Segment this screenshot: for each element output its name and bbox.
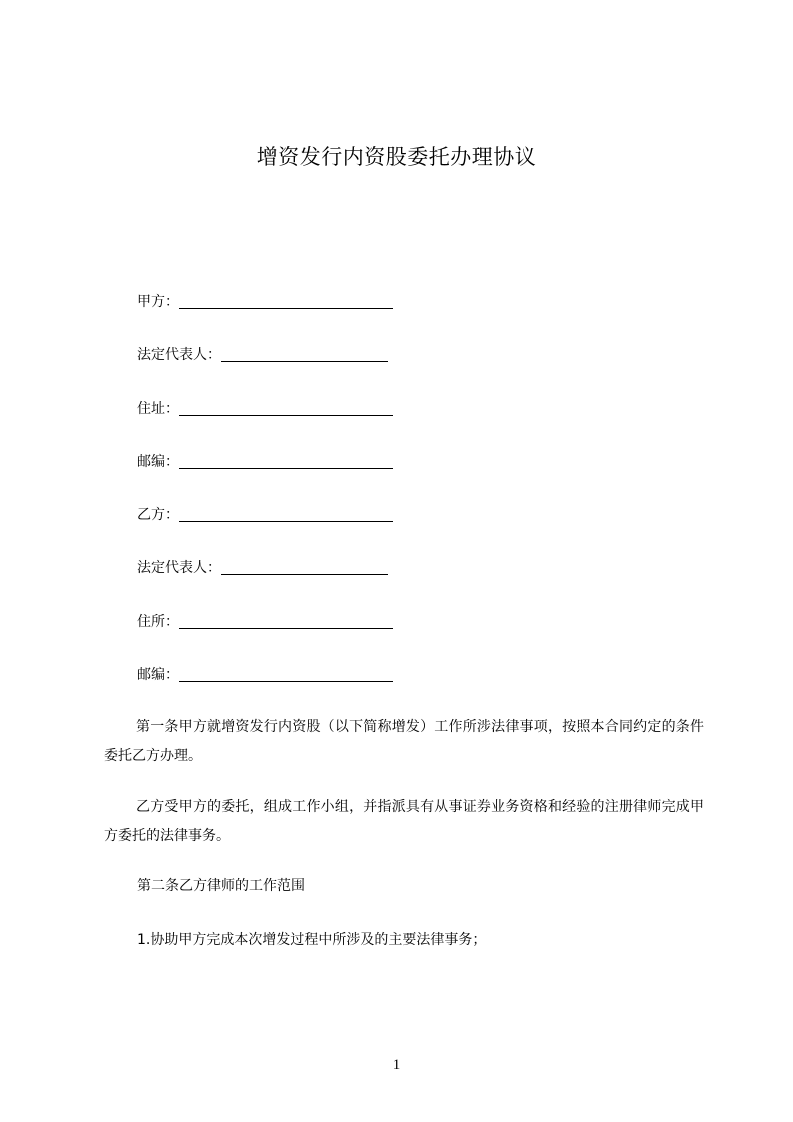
party-b-address-label: 住所： [137,614,179,630]
party-a-address-blank-line [179,401,393,416]
party-b-address-field [137,610,393,632]
document-title: 增资发行内资股委托办理协议 [256,145,537,169]
party-a-address-label: 住址： [137,401,179,417]
party-a-representative-label: 法定代表人： [137,347,221,363]
party-b-field [137,503,393,525]
party-b-blank-line [179,507,393,522]
party-b-representative-label: 法定代表人： [137,560,221,576]
party-a-field [137,290,393,312]
party-b-postcode-label: 邮编： [137,667,179,683]
party-a-postcode-blank-line [179,454,393,469]
party-a-blank-line [179,294,393,309]
party-a-postcode-field [137,450,393,472]
party-b-label: 乙方： [137,507,179,523]
article-2-heading: 第二条乙方律师的工作范围 [137,878,305,894]
party-a-representative-blank-line [221,347,388,362]
page-number: 1 [392,1057,401,1073]
party-a-representative-field [137,343,388,365]
party-a-label: 甲方： [137,294,179,310]
article-2-item-1: 1.协助甲方完成本次增发过程中所涉及的主要法律事务； [137,932,487,948]
party-b-postcode-field [137,663,393,685]
article-1-delegation-paragraph: 乙方受甲方的委托，组成工作小组，并指派具有从事证券业务资格和经验的注册律师完成甲方委托的法律事务。 [104,799,704,844]
party-b-address-blank-line [179,614,393,629]
party-b-representative-blank-line [221,560,388,575]
party-a-address-field [137,397,393,419]
party-a-postcode-label: 邮编： [137,454,179,470]
party-b-representative-field [137,556,388,578]
article-1-paragraph: 第一条甲方就增资发行内资股（以下简称增发）工作所涉法律事项，按照本合同约定的条件委托乙方办理。 [104,719,704,764]
party-b-postcode-blank-line [179,667,393,682]
